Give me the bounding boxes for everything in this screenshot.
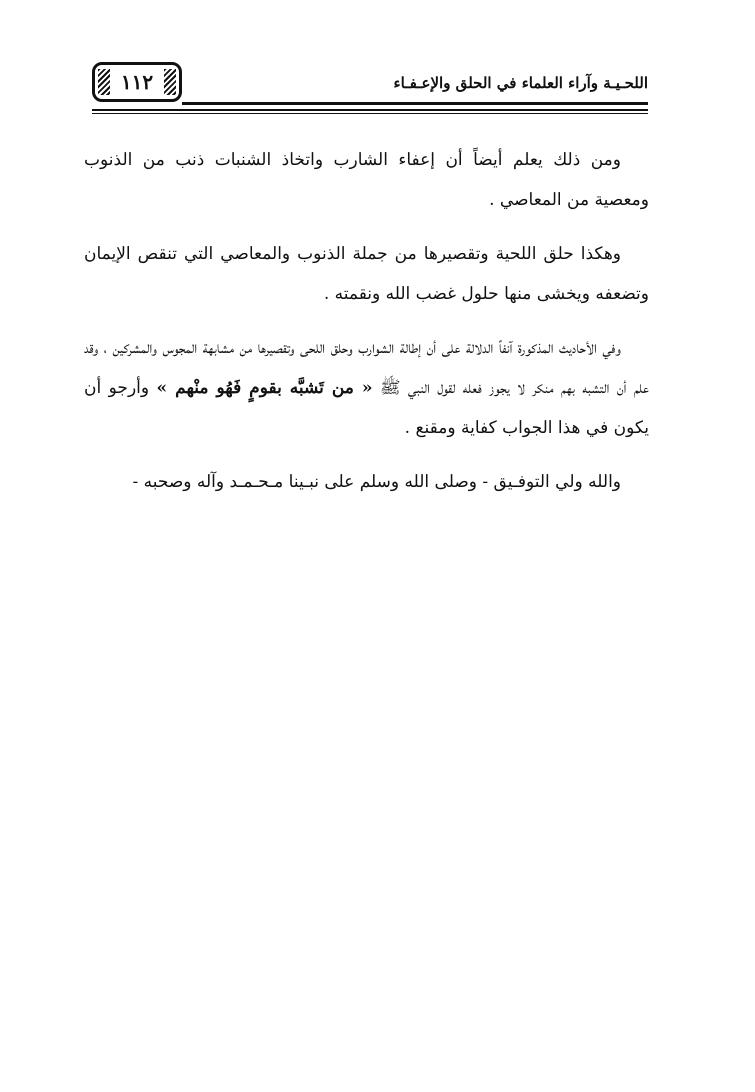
paragraph-1: ومن ذلك يعلم أيضاً أن إعفاء الشارب واتخاذ الشنبات ذنب من الذنوب ومعصية من المعاصي .: [84, 150, 649, 210]
page-number: ١١٢: [120, 70, 154, 94]
body-text: [84, 140, 649, 516]
paragraph-2: وهكذا حلق اللحية وتقصيرها من جملة الذنوب والمعاصي التي تنقص الإيمان وتضعفه ويخشى منها حلول غضب الله ونقمته .: [84, 244, 649, 304]
header-rule: [182, 102, 648, 105]
page-number-frame: [92, 62, 182, 102]
paragraph-3-text: وفي الأحاديث المذكورة آنفاً الدلالة على أن إطالة الشوارب وحلق اللحى وتقصيرها من مشابهة المجوس والمشركين ، وقد علم أن التشبه بهم منكر لا يجوز فعله لقول النبي ﷺ: [84, 338, 650, 398]
hadith-quote: « من تَشبَّه بقومٍ فَهُو منْهم »: [156, 378, 373, 398]
header-rule-double: [92, 109, 648, 111]
paragraph-3: [84, 328, 649, 448]
running-title: اللحـيـة وآراء العلماء في الحلق والإعـفـاء: [393, 74, 648, 92]
paragraph-4: والله ولي التوفـيق - وصلى الله وسلم على نبـينا مـحـمـد وآله وصحبه -: [132, 472, 621, 492]
paragraph-3-closing: وأرجو أن يكون في هذا الجواب كفاية ومقنع .: [84, 378, 649, 438]
page-header: [92, 58, 648, 114]
header-rule-thin: [92, 113, 648, 114]
